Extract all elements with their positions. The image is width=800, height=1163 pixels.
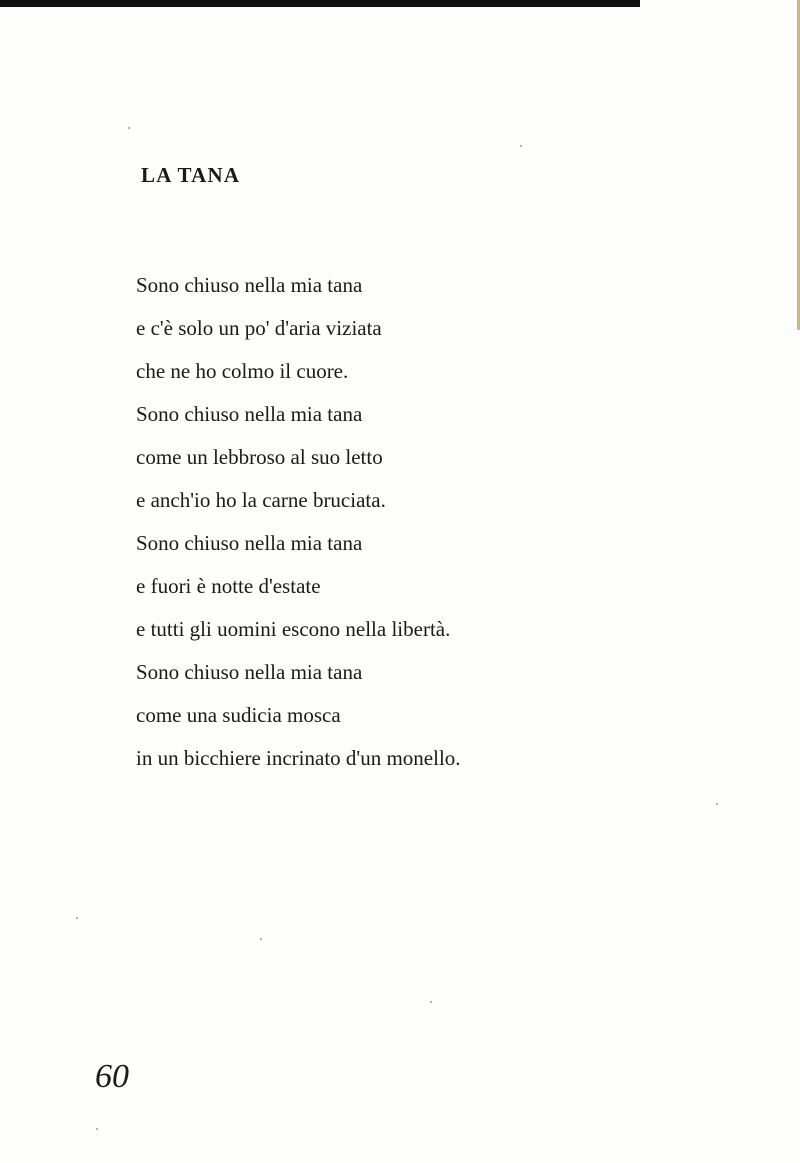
poem-title: LA TANA	[141, 163, 241, 187]
scan-speck	[520, 145, 522, 147]
poem-line-8: e fuori è notte d'estate	[136, 574, 321, 598]
poem-line-6: e anch'io ho la carne bruciata.	[136, 488, 386, 512]
scan-speck	[430, 1001, 432, 1003]
poem-line-12: in un bicchiere incrinato d'un monello.	[136, 746, 461, 770]
scan-speck	[128, 127, 130, 129]
scan-speck	[260, 938, 262, 940]
scan-speck	[716, 803, 718, 805]
poem-line-2: e c'è solo un po' d'aria viziata	[136, 316, 382, 340]
poem-line-1: Sono chiuso nella mia tana	[136, 273, 363, 297]
scan-speck	[96, 1128, 98, 1130]
poem-line-7: Sono chiuso nella mia tana	[136, 531, 363, 555]
poem-line-5: come un lebbroso al suo letto	[136, 445, 383, 469]
scan-speck	[76, 917, 78, 919]
page-top-edge	[0, 0, 640, 7]
poem-line-4: Sono chiuso nella mia tana	[136, 402, 363, 426]
poem-body	[136, 268, 461, 784]
poem-line-10: Sono chiuso nella mia tana	[136, 660, 363, 684]
poem-line-3: che ne ho colmo il cuore.	[136, 359, 349, 383]
poem-line-9: e tutti gli uomini escono nella libertà.	[136, 617, 451, 641]
page-number: 60	[95, 1058, 129, 1095]
poem-line-11: come una sudicia mosca	[136, 703, 341, 727]
